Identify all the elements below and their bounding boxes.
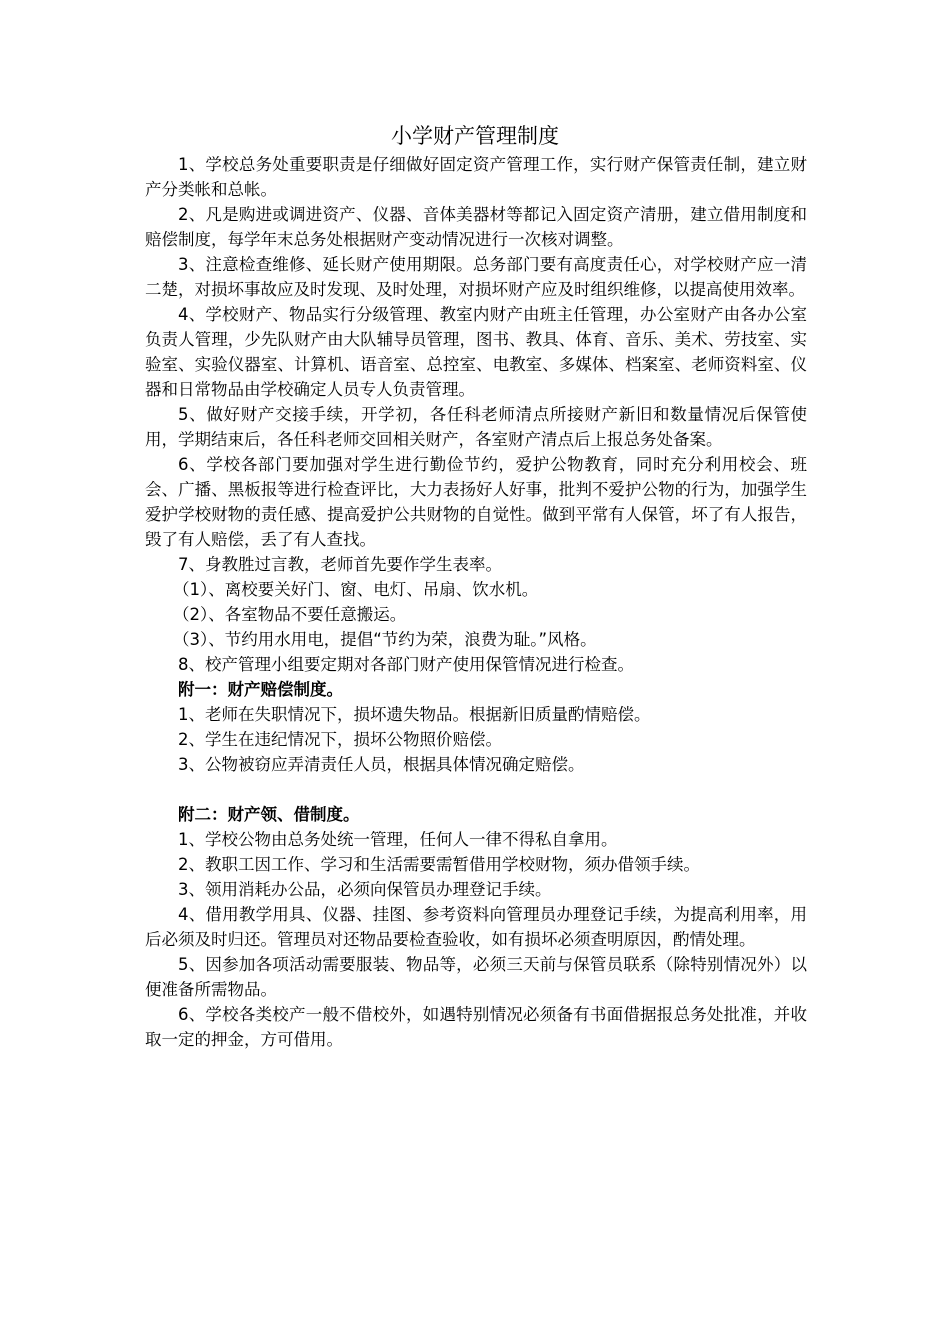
appendix-2-item: 1、学校公物由总务处统一管理，任何人一律不得私自拿用。	[178, 830, 618, 849]
appendix-2-item: 6、学校各类校产一般不借校外，如遇特别情况必须备有书面借据报总务处批准，并收取一定的押金，方可借用。	[145, 1005, 807, 1049]
appendix-1-item: 1、老师在失职情况下，损坏遗失物品。根据新旧质量酌情赔偿。	[178, 705, 651, 724]
appendix-2-item: 3、领用消耗办公品，必须向保管员办理登记手续。	[178, 880, 552, 899]
appendix-2-item: 2、教职工因工作、学习和生活需要需暂借用学校财物，须办借领手续。	[178, 855, 700, 874]
document-body	[145, 152, 807, 1052]
rule-4: 4、学校财产、物品实行分级管理、教室内财产由班主任管理，办公室财产由各办公室负责人管理，少先队财产由大队辅导员管理，图书、教具、体育、音乐、美术、劳技室、实验室、实验仪器室、计算机、语音室、总控室、电教室、多媒体、档案室、老师资料室、仪器和日常物品由学校确定人员专人负责管理。	[145, 305, 807, 399]
rule-6: 6、学校各部门要加强对学生进行勤俭节约，爱护公物教育，同时充分利用校会、班会、广播、黑板报等进行检查评比，大力表扬好人好事，批判不爱护公物的行为，加强学生爱护学校财物的责任感、提高爱护公共财物的自觉性。做到平常有人保管，坏了有人报告，毁了有人赔偿，丢了有人查找。	[145, 455, 807, 549]
rule-7-item-2: （2）、各室物品不要任意搬运。	[173, 605, 407, 624]
appendix-2-item: 4、借用教学用具、仪器、挂图、参考资料向管理员办理登记手续，为提高利用率，用后必须及时归还。管理员对还物品要检查验收，如有损坏必须查明原因，酌情处理。	[145, 905, 807, 949]
appendix-1-item: 2、学生在违纪情况下，损坏公物照价赔偿。	[178, 730, 502, 749]
rule-7-item-3: （3）、节约用水用电，提倡“节约为荣，浪费为耻。”风格。	[173, 630, 597, 649]
rule-5: 5、做好财产交接手续，开学初，各任科老师清点所接财产新旧和数量情况后保管使用，学期结束后，各任科老师交回相关财产，各室财产清点后上报总务处备案。	[145, 405, 807, 449]
section-spacer	[145, 777, 807, 802]
rule-8: 8、校产管理小组要定期对各部门财产使用保管情况进行检查。	[178, 655, 634, 674]
rule-7-item-1: （1）、离校要关好门、窗、电灯、吊扇、饮水机。	[173, 580, 539, 599]
appendix-1-heading: 附一：财产赔偿制度。	[178, 680, 343, 699]
appendix-2-heading: 附二：财产领、借制度。	[178, 805, 360, 824]
appendix-2-item: 5、因参加各项活动需要服装、物品等，必须三天前与保管员联系（除特别情况外）以便准备所需物品。	[145, 955, 807, 999]
rule-2: 2、凡是购进或调进资产、仪器、音体美器材等都记入固定资产清册，建立借用制度和赔偿制度，每学年末总务处根据财产变动情况进行一次核对调整。	[145, 205, 807, 249]
rule-1: 1、学校总务处重要职责是仔细做好固定资产管理工作，实行财产保管责任制，建立财产分类帐和总帐。	[145, 155, 807, 199]
document-title: 小学财产管理制度	[391, 124, 559, 148]
rule-3: 3、注意检查维修、延长财产使用期限。总务部门要有高度责任心，对学校财产应一清二楚，对损坏事故应及时发现、及时处理，对损坏财产应及时组织维修，以提高使用效率。	[145, 255, 807, 299]
rule-7: 7、身教胜过言教，老师首先要作学生表率。	[178, 555, 502, 574]
appendix-1-item: 3、公物被窃应弄清责任人员，根据具体情况确定赔偿。	[178, 755, 585, 774]
